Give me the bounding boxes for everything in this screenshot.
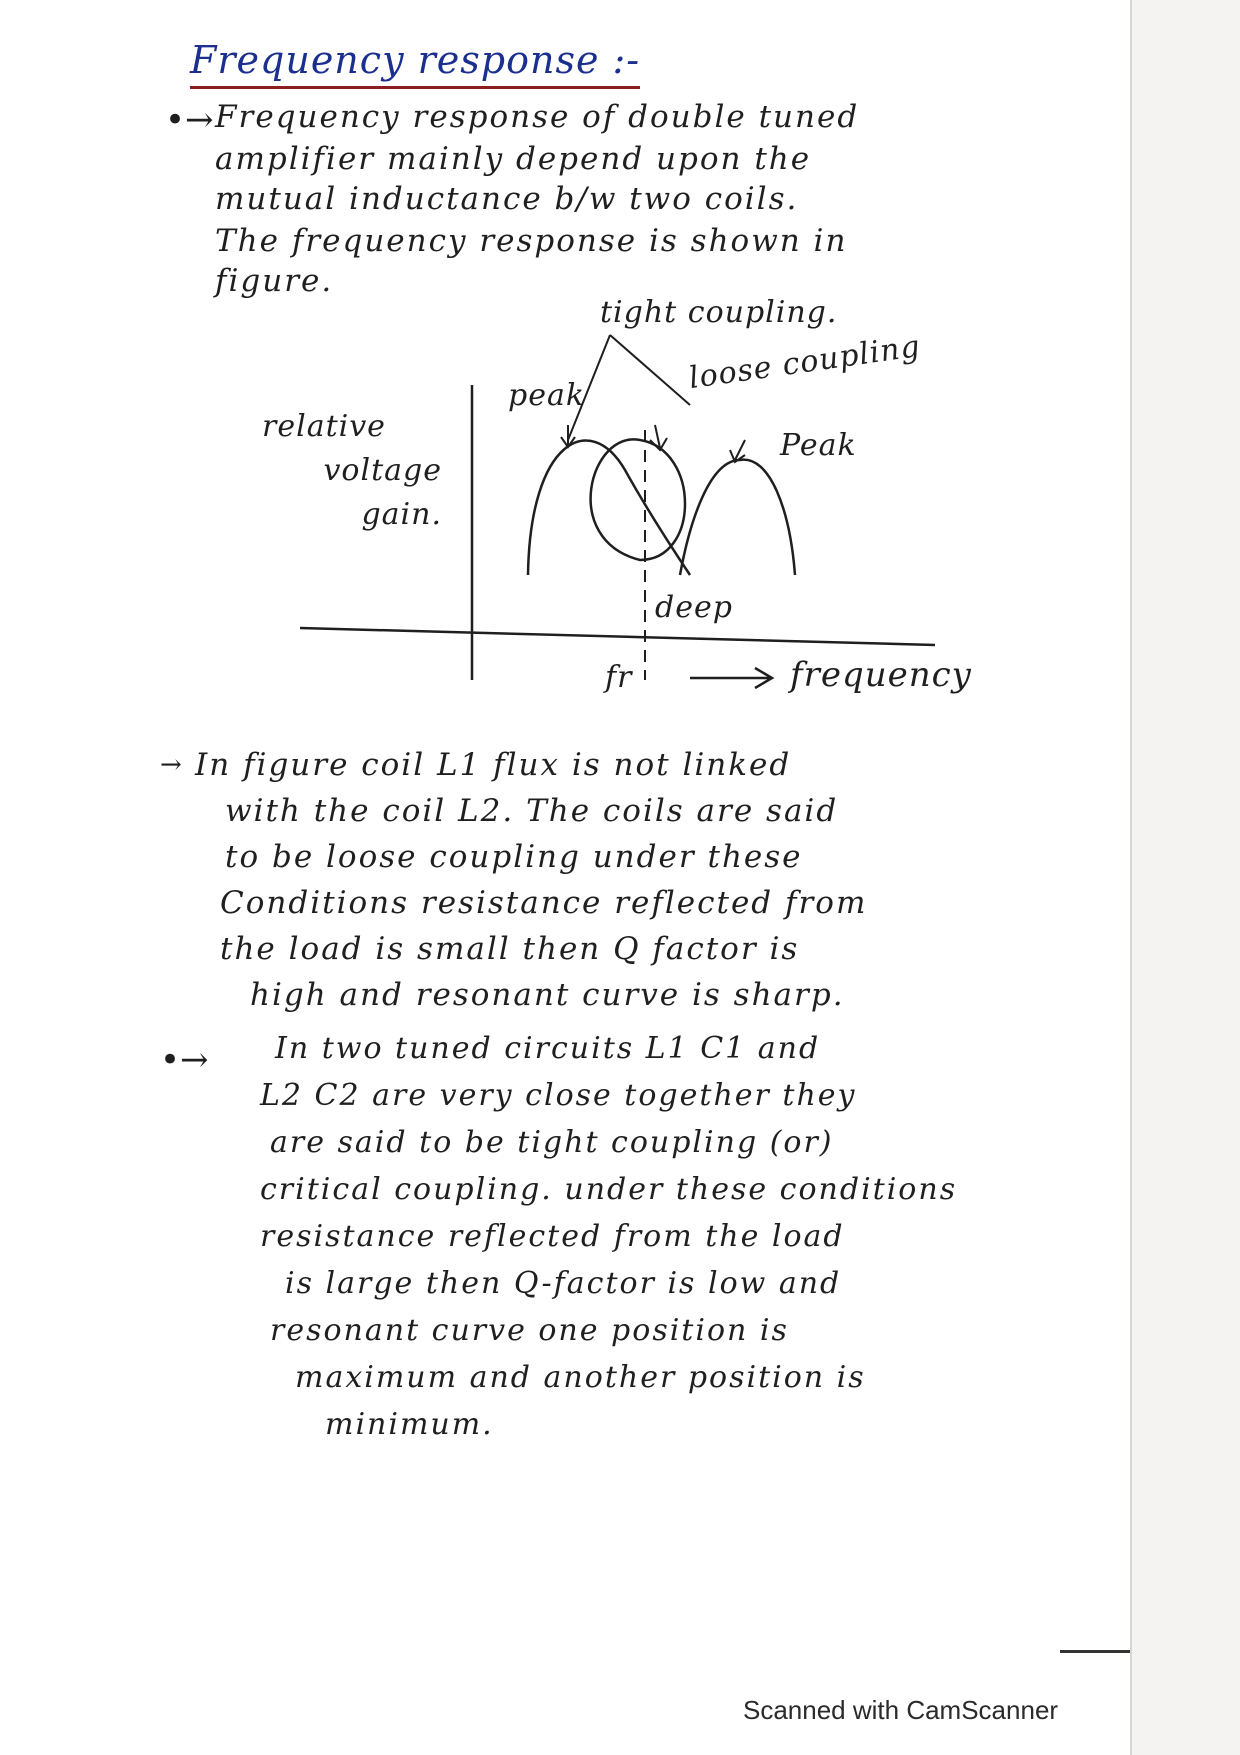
y-axis-label-line: gain. bbox=[361, 497, 442, 532]
divider-mark bbox=[1060, 1650, 1130, 1653]
paragraph-line: amplifier mainly depend upon the bbox=[215, 141, 812, 177]
paragraph-line: maximum and another position is bbox=[295, 1360, 866, 1395]
page-title: Frequency response :- bbox=[190, 38, 640, 82]
paragraph-line: L2 C2 are very close together they bbox=[260, 1078, 857, 1113]
paragraph-2 bbox=[195, 742, 867, 1018]
paragraph-line: to be loose coupling under these bbox=[225, 839, 803, 875]
paragraph-line: In two tuned circuits L1 C1 and bbox=[275, 1031, 821, 1066]
bullet-arrow-icon: → bbox=[160, 750, 182, 780]
x-axis-label: frequency bbox=[790, 655, 972, 695]
paragraph-line: resonant curve one position is bbox=[270, 1313, 789, 1348]
bullet-arrow-icon: •→ bbox=[165, 100, 214, 140]
y-axis-label bbox=[262, 405, 442, 537]
fr-label: fr bbox=[605, 660, 633, 695]
tight-coupling-label: tight coupling. bbox=[600, 295, 838, 330]
paragraph-line: Frequency response of double tuned bbox=[215, 99, 860, 135]
paragraph-line: critical coupling. under these conditions bbox=[260, 1172, 958, 1207]
deep-label: deep bbox=[655, 590, 733, 625]
loose-coupling-label: loose coupling bbox=[686, 328, 923, 397]
y-axis-label-line: relative bbox=[262, 409, 386, 444]
peak-right-label: Peak bbox=[780, 428, 857, 463]
paragraph-line: resistance reflected from the load bbox=[260, 1219, 845, 1254]
paragraph-line: The frequency response is shown in bbox=[215, 223, 848, 259]
paragraph-line: minimum. bbox=[325, 1407, 494, 1442]
paragraph-line: Conditions resistance reflected from bbox=[220, 885, 868, 921]
frequency-response-figure bbox=[0, 0, 1130, 720]
bullet-arrow-icon: •→ bbox=[160, 1040, 209, 1080]
paragraph-line: with the coil L2. The coils are said bbox=[225, 793, 839, 829]
scanner-watermark: Scanned with CamScanner bbox=[743, 1695, 1059, 1725]
paragraph-line: high and resonant curve is sharp. bbox=[250, 977, 845, 1013]
peak-left-label: peak bbox=[508, 378, 586, 413]
paragraph-line: mutual inductance b/w two coils. bbox=[215, 181, 799, 217]
paragraph-line: is large then Q-factor is low and bbox=[285, 1266, 842, 1301]
paragraph-3 bbox=[250, 1025, 957, 1448]
paragraph-line: are said to be tight coupling (or) bbox=[270, 1125, 834, 1160]
y-axis-label-line: voltage bbox=[323, 453, 442, 488]
paragraph-line: figure. bbox=[215, 263, 334, 299]
paragraph-line: In figure coil L1 flux is not linked bbox=[195, 747, 792, 783]
paragraph-line: the load is small then Q factor is bbox=[220, 931, 800, 967]
